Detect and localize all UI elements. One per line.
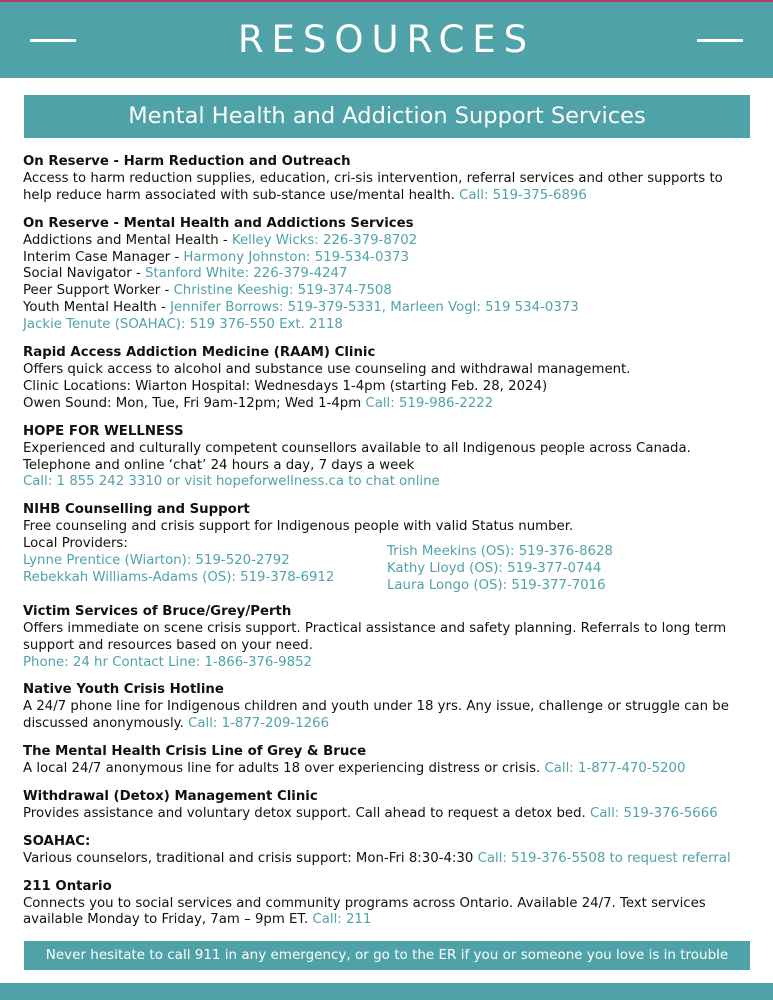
call-link[interactable]: Call: 519-376-5666 — [589, 805, 718, 821]
provider-link[interactable]: Lynne Prentice (Wiarton): 519-520-2792 — [23, 553, 290, 569]
section-victim-services — [23, 604, 753, 672]
section-heading: The Mental Health Crisis Line of Grey & Bruce — [23, 744, 367, 760]
description-text: Various counselors, traditional and crisis support: Mon-Fri 8:30-4:30 — [23, 850, 478, 866]
content-area — [23, 154, 753, 940]
contact-link[interactable]: Jackie Tenute (SOAHAC): 519 376-550 Ext. 2118 — [23, 317, 343, 333]
provider-link[interactable]: Rebekkah Williams-Adams (OS): 519-378-6912 — [23, 569, 335, 585]
providers-columns — [23, 536, 753, 595]
section-heading: NIHB Counselling and Support — [23, 502, 250, 518]
section-heading: Rapid Access Addiction Medicine (RAAM) Clinic — [23, 345, 376, 361]
clinic-locations: Clinic Locations: Wiarton Hospital: Wednesdays 1-4pm (starting Feb. 28, 2024) — [23, 378, 548, 394]
contact-row — [23, 250, 753, 267]
call-link[interactable]: Call: 211 — [312, 912, 372, 928]
section-heading: Withdrawal (Detox) Management Clinic — [23, 789, 318, 804]
call-link[interactable]: Call: 1 855 242 3310 or visit hopeforwellness.ca to chat online — [23, 474, 440, 490]
section-heading: 211 Ontario — [23, 878, 112, 894]
section-heading: SOAHAC: — [23, 833, 91, 849]
providers-right-column — [387, 536, 751, 595]
section-soahac — [23, 834, 753, 868]
section-detox — [23, 789, 753, 823]
description-text: Offers quick access to alcohol and substance use counseling and withdrawal management. — [23, 361, 631, 377]
section-native-youth — [23, 682, 753, 733]
call-link[interactable]: Call: 519-376-5508 to request referral — [477, 850, 731, 866]
contact-role: Peer Support Worker - — [23, 283, 174, 299]
contact-role: Social Navigator - — [23, 266, 145, 282]
availability-text: Telephone and online ‘chat’ 24 hours a day, 7 days a week — [23, 457, 415, 473]
section-raam — [23, 345, 753, 413]
description-text: Access to harm reduction supplies, education, cri-sis intervention, referral services and other supports to help reduce harm associated with sub-stance use/mental health. — [23, 170, 723, 203]
description-text: Connects you to social services and community programs across Ontario. Available 24/7. Text services available Monday to Friday, 7am – 9pm ET. — [23, 895, 706, 928]
contact-row — [23, 317, 753, 334]
contact-row — [23, 283, 753, 300]
call-link[interactable]: Call: 519-375-6896 — [459, 187, 587, 203]
contact-row — [23, 300, 753, 317]
section-text — [23, 806, 753, 823]
description-text: Provides assistance and voluntary detox support. Call ahead to request a detox bed. — [23, 805, 590, 821]
contact-link[interactable]: Christine Keeshig: 519-374-7508 — [173, 283, 392, 299]
section-heading: Victim Services of Bruce/Grey/Perth — [23, 603, 292, 619]
page-title: RESOURCES — [237, 18, 536, 61]
section-banner: Mental Health and Addiction Support Services — [24, 95, 750, 138]
contact-link[interactable]: Kelley Wicks: 226-379-8702 — [231, 232, 418, 248]
description-text: Free counseling and crisis support for Indigenous people with valid Status number. — [23, 519, 574, 535]
section-heading: HOPE FOR WELLNESS — [23, 423, 184, 439]
section-heading: On Reserve - Harm Reduction and Outreach — [23, 154, 351, 169]
description-text: Offers immediate on scene crisis support. Practical assistance and safety planning. Referrals to long term support and resources based on your need. — [23, 620, 727, 653]
hours-text: Owen Sound: Mon, Tue, Fri 9am-12pm; Wed 1-4pm — [23, 395, 366, 411]
section-nihb — [23, 502, 753, 595]
description-text: A 24/7 phone line for Indigenous children and youth under 18 yrs. Any issue, challenge or struggle can be discussed anonymously. — [23, 699, 729, 732]
section-text — [23, 896, 753, 930]
section-211-ontario — [23, 879, 753, 930]
contact-link[interactable]: Stanford White: 226-379-4247 — [144, 266, 348, 282]
description-text: A local 24/7 anonymous line for adults 18 over experiencing distress or crisis. — [23, 761, 545, 777]
contact-row — [23, 233, 753, 250]
call-link[interactable]: Call: 1-877-209-1266 — [188, 716, 330, 732]
section-crisis-line — [23, 744, 753, 778]
call-link[interactable]: Call: 519-986-2222 — [365, 395, 494, 411]
contact-link[interactable]: Harmony Johnston: 519-534-0373 — [183, 249, 409, 265]
contact-link[interactable]: Jennifer Borrows: 519-379-5331, Marleen Vogl: 519 534-0373 — [170, 300, 579, 316]
contact-role: Interim Case Manager - — [23, 249, 184, 265]
contact-role: Addictions and Mental Health - — [23, 232, 232, 248]
footer-strip — [0, 983, 773, 1000]
contact-role: Youth Mental Health - — [23, 300, 171, 316]
section-text — [23, 761, 753, 778]
providers-left-column — [23, 536, 387, 595]
section-harm-reduction — [23, 154, 753, 205]
phone-link[interactable]: Phone: 24 hr Contact Line: 1-866-376-9852 — [23, 654, 312, 670]
section-mental-health-services — [23, 216, 753, 334]
provider-link[interactable]: Trish Meekins (OS): 519-376-8628 — [387, 544, 613, 560]
provider-link[interactable]: Laura Longo (OS): 519-377-7016 — [387, 577, 606, 593]
description-text: Experienced and culturally competent counsellors available to all Indigenous people across Canada. — [23, 440, 691, 456]
section-heading: On Reserve - Mental Health and Addictions Services — [23, 215, 414, 231]
emergency-notice: Never hesitate to call 911 in any emergency, or go to the ER if you or someone you love is in trouble — [24, 941, 750, 970]
contact-row — [23, 266, 753, 283]
section-text — [23, 171, 753, 205]
clinic-hours — [23, 396, 753, 413]
call-link[interactable]: Call: 1-877-470-5200 — [544, 761, 686, 777]
provider-link[interactable]: Kathy Lloyd (OS): 519-377-0744 — [387, 561, 602, 577]
section-heading: Native Youth Crisis Hotline — [23, 682, 224, 698]
header-rule-right — [697, 39, 743, 42]
local-providers-label: Local Providers: — [23, 536, 128, 552]
section-text — [23, 699, 753, 733]
section-hope-for-wellness — [23, 424, 753, 492]
header-bar — [0, 0, 773, 78]
section-text — [23, 851, 753, 868]
